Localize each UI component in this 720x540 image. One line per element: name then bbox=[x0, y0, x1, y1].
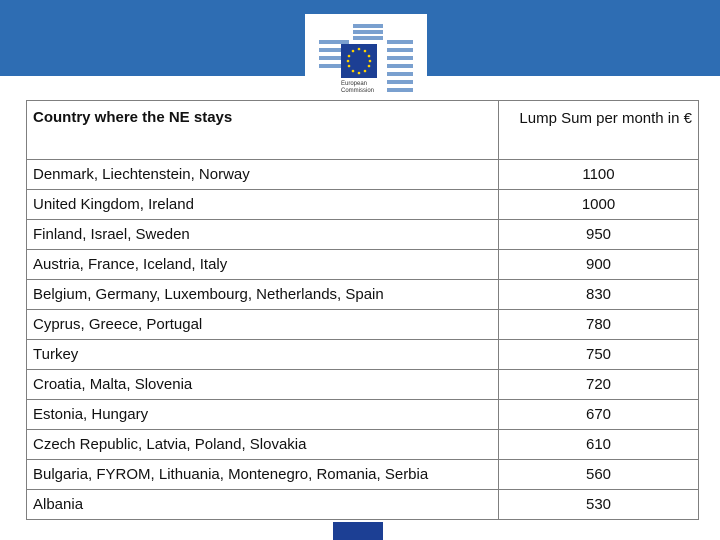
amount-cell: 750 bbox=[499, 340, 699, 370]
amount-cell: 950 bbox=[499, 220, 699, 250]
country-cell: Croatia, Malta, Slovenia bbox=[27, 370, 499, 400]
amount-cell: 900 bbox=[499, 250, 699, 280]
amount-cell: 780 bbox=[499, 310, 699, 340]
amount-cell: 530 bbox=[499, 490, 699, 520]
country-cell: Turkey bbox=[27, 340, 499, 370]
country-cell: Austria, France, Iceland, Italy bbox=[27, 250, 499, 280]
eu-flag-icon bbox=[341, 44, 377, 78]
amount-cell: 610 bbox=[499, 430, 699, 460]
country-cell: United Kingdom, Ireland bbox=[27, 190, 499, 220]
country-cell: Estonia, Hungary bbox=[27, 400, 499, 430]
amount-cell: 1100 bbox=[499, 160, 699, 190]
amount-cell: 560 bbox=[499, 460, 699, 490]
amount-cell: 720 bbox=[499, 370, 699, 400]
table-row bbox=[27, 220, 699, 250]
amount-cell: 670 bbox=[499, 400, 699, 430]
lump-sum-table bbox=[26, 100, 699, 520]
header-country: Country where the NE stays bbox=[27, 101, 499, 160]
table-header-row bbox=[27, 101, 699, 160]
country-cell: Bulgaria, FYROM, Lithuania, Montenegro, Romania, Serbia bbox=[27, 460, 499, 490]
table-row bbox=[27, 370, 699, 400]
country-cell: Finland, Israel, Sweden bbox=[27, 220, 499, 250]
logo-text bbox=[341, 81, 374, 95]
amount-cell: 1000 bbox=[499, 190, 699, 220]
table-row bbox=[27, 400, 699, 430]
table-row bbox=[27, 190, 699, 220]
country-cell: Cyprus, Greece, Portugal bbox=[27, 310, 499, 340]
table-row bbox=[27, 160, 699, 190]
table-row bbox=[27, 490, 699, 520]
logo-text-line1: European bbox=[341, 81, 368, 87]
country-cell: Albania bbox=[27, 490, 499, 520]
table-row bbox=[27, 460, 699, 490]
country-cell: Denmark, Liechtenstein, Norway bbox=[27, 160, 499, 190]
country-cell: Belgium, Germany, Luxembourg, Netherlands, Spain bbox=[27, 280, 499, 310]
header-amount: Lump Sum per month in € bbox=[499, 101, 699, 160]
table-row bbox=[27, 430, 699, 460]
table-row bbox=[27, 250, 699, 280]
logo-text-line2: Commission bbox=[341, 88, 375, 94]
amount-cell: 830 bbox=[499, 280, 699, 310]
table-row bbox=[27, 310, 699, 340]
footer-flag-tab bbox=[333, 522, 383, 540]
country-cell: Czech Republic, Latvia, Poland, Slovakia bbox=[27, 430, 499, 460]
table-row bbox=[27, 280, 699, 310]
european-commission-logo bbox=[305, 14, 427, 100]
table-row bbox=[27, 340, 699, 370]
